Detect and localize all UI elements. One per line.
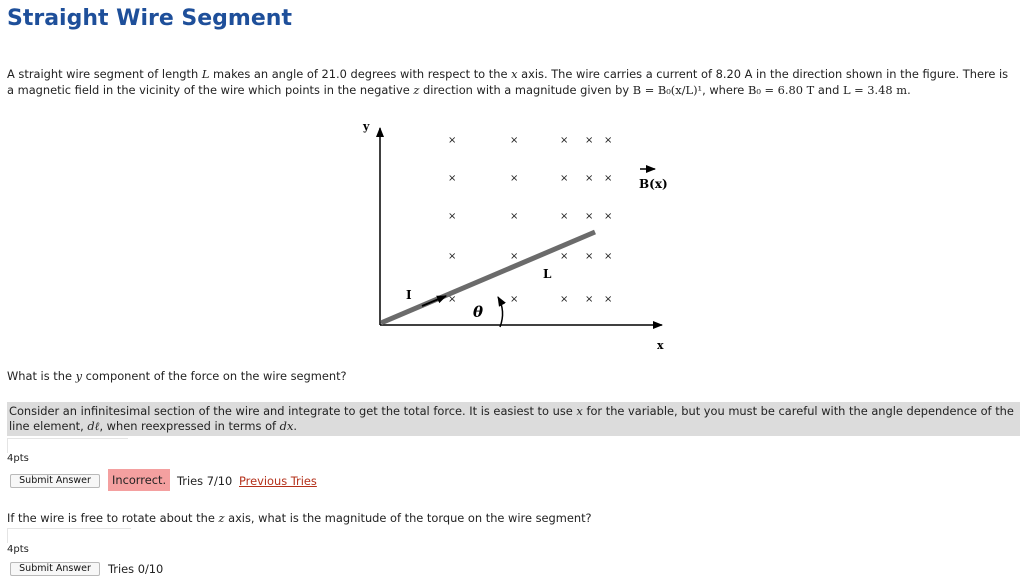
field-cross-mark: × bbox=[448, 294, 457, 305]
x-axis-label: x bbox=[657, 339, 664, 352]
hint-box bbox=[7, 402, 1020, 436]
problem-text: and bbox=[814, 83, 843, 97]
hint-text: Consider an infinitesimal section of the wire and integrate to get the total force. It is easiest to use bbox=[9, 404, 577, 418]
question-text: What is the bbox=[7, 369, 76, 383]
question-text: axis, what is the magnitude of the torque on the wire segment? bbox=[224, 511, 592, 525]
b0-value: B₀ = 6.80 T bbox=[747, 83, 815, 97]
length-value: L = 3.48 m bbox=[842, 83, 908, 97]
field-formula: B = B₀(x/L)¹ bbox=[632, 83, 703, 97]
x-symbol: x bbox=[576, 404, 583, 418]
line-element-symbol: dℓ bbox=[87, 419, 100, 433]
problem-text: A straight wire segment of length bbox=[7, 67, 202, 81]
dx-symbol: dx bbox=[279, 419, 294, 433]
question-2 bbox=[7, 511, 592, 525]
problem-text: axis. The wire carries a current of 8.20 A in the direction shown in the figure. There is a magnetic field in the vicinity of the wire which points in the negative bbox=[7, 67, 1009, 97]
submit-answer-button-2[interactable]: Submit Answer bbox=[10, 562, 100, 576]
field-cross-mark: × bbox=[604, 211, 613, 222]
problem-text: , where bbox=[702, 83, 748, 97]
question-text: If the wire is free to rotate about the bbox=[7, 511, 219, 525]
length-label: L bbox=[543, 267, 552, 281]
question-text: component of the force on the wire segment? bbox=[82, 369, 347, 383]
field-cross-mark: × bbox=[510, 135, 519, 146]
field-cross-mark: × bbox=[560, 135, 569, 146]
problem-text: makes an angle of 21.0 degrees with respect to the bbox=[209, 67, 512, 81]
field-cross-mark: × bbox=[510, 211, 519, 222]
x-symbol: x bbox=[511, 67, 518, 81]
current-label: I bbox=[406, 288, 412, 302]
angle-label: θ bbox=[473, 303, 484, 321]
answer-input-1[interactable] bbox=[7, 438, 128, 453]
field-cross-mark: × bbox=[448, 135, 457, 146]
problem-text: direction with a magnitude given by bbox=[419, 83, 633, 97]
field-cross-mark: × bbox=[585, 211, 594, 222]
field-cross-mark: × bbox=[510, 173, 519, 184]
field-cross-mark: × bbox=[510, 251, 519, 262]
status-badge-incorrect: Incorrect. bbox=[108, 469, 170, 491]
wire-segment bbox=[381, 232, 595, 323]
field-cross-mark: × bbox=[560, 294, 569, 305]
answer-input-2[interactable] bbox=[7, 528, 131, 543]
points-label-2: 4pts bbox=[7, 544, 29, 555]
question-1 bbox=[7, 369, 347, 383]
field-cross-mark: × bbox=[448, 251, 457, 262]
field-cross-mark: × bbox=[604, 251, 613, 262]
page-title: Straight Wire Segment bbox=[7, 6, 292, 31]
y-symbol: y bbox=[75, 369, 83, 383]
field-cross-mark: × bbox=[560, 211, 569, 222]
points-label-1: 4pts bbox=[7, 453, 29, 464]
angle-arc-arrow bbox=[498, 297, 503, 327]
current-arrow bbox=[422, 296, 446, 306]
field-cross-mark: × bbox=[585, 251, 594, 262]
z-symbol: z bbox=[218, 511, 225, 525]
tries-counter-1: Tries 7/10 bbox=[177, 474, 233, 488]
length-symbol: L bbox=[201, 67, 210, 81]
problem-text: . bbox=[907, 83, 911, 97]
field-cross-mark: × bbox=[448, 211, 457, 222]
z-symbol: z bbox=[413, 83, 420, 97]
submit-answer-button-1[interactable]: Submit Answer bbox=[10, 474, 100, 488]
field-cross-mark: × bbox=[585, 135, 594, 146]
previous-tries-link[interactable]: Previous Tries bbox=[239, 474, 317, 488]
tries-counter-2: Tries 0/10 bbox=[108, 562, 164, 576]
wire-figure bbox=[350, 115, 690, 355]
y-axis-label: y bbox=[363, 120, 370, 133]
field-cross-mark: × bbox=[448, 173, 457, 184]
field-cross-mark: × bbox=[604, 135, 613, 146]
hint-text: , when reexpressed in terms of bbox=[99, 419, 280, 433]
problem-statement bbox=[7, 66, 1017, 98]
field-cross-mark: × bbox=[604, 173, 613, 184]
field-crosses bbox=[448, 135, 612, 305]
field-cross-mark: × bbox=[510, 294, 519, 305]
b-field-label: B(x) bbox=[639, 177, 668, 191]
field-cross-mark: × bbox=[585, 173, 594, 184]
field-cross-mark: × bbox=[560, 173, 569, 184]
field-cross-mark: × bbox=[585, 294, 594, 305]
hint-text: for the variable, but you must be careful with the angle dependence of the line element, bbox=[9, 404, 1014, 433]
field-cross-mark: × bbox=[560, 251, 569, 262]
hint-text: . bbox=[293, 419, 298, 433]
field-cross-mark: × bbox=[604, 294, 613, 305]
